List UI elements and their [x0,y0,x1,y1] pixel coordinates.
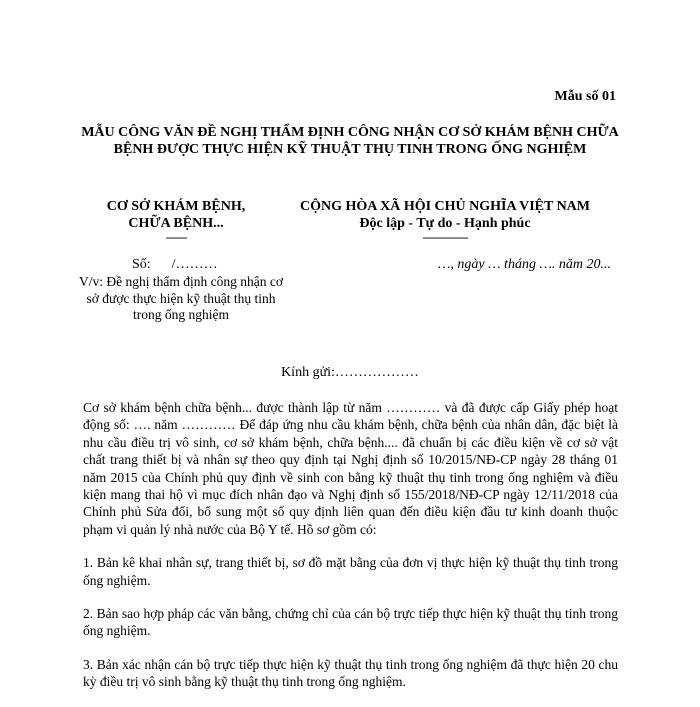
country-name: CỘNG HÒA XÃ HỘI CHỦ NGHĨA VIỆT NAM [299,199,590,214]
organization-line-2: CHỮA BỆNH... [128,216,224,231]
date-line: …, ngày … tháng …. năm 20... [437,257,611,272]
body-paragraph: Cơ sở khám bệnh chữa bệnh... được thành lập từ năm ………… và đã được cấp Giấy phép hoạt động số: …. năm ………… Để đáp ứng nhu cầu khám bệnh, chữa bệnh của nhân dân, đặc biệt là nhu cầu điều trị vô sinh, cơ sở khám bệnh, chữa bệnh.... đã chuẩn bị các điều kiện về cơ sở vật chất trang thiết bị và nhân sự theo quy định tại Nghị định số 10/2015/NĐ-CP ngày 28 tháng 01 năm 2015 của Chính phủ quy định về sinh con bằng kỹ thuật thụ tinh trong ống nghiệm và điều kiện mang thai hộ vì mục đích nhân đạo và Nghị định số 155/2018/NĐ-CP ngày 12/11/2018 của Chính phủ Sửa đổi, bổ sung một số quy định liên quan đến điều kiện đầu tư kinh doanh thuộc phạm vi quản lý nhà nước của Bộ Y tế. Hồ sơ gồm có: [83,400,618,537]
body-paragraph: 3. Bản xác nhận cán bộ trực tiếp thực hiện kỹ thuật thụ tinh trong ống nghiệm đã thực hiện 20 chu kỳ điều trị vô sinh bằng kỹ thuật thụ tinh trong ống nghiệm. [83,656,618,690]
organization-line-1: CƠ SỞ KHÁM BỆNH, [106,199,246,214]
document-number: Số: /……… [132,257,218,272]
issuing-organization [84,198,268,242]
document-body [83,399,618,707]
national-motto [280,198,610,242]
organization-divider: ------- [165,230,187,244]
motto: Độc lập - Tự do - Hạnh phúc [359,216,531,231]
form-number: Mẫu số 01 [554,89,616,104]
greeting: Kính gửi:……………… [281,365,419,380]
subject-line: V/v: Đề nghị thẩm định công nhận cơ sở được thực hiện kỹ thuật thụ tinh trong ống nghiệm [79,274,283,322]
document-title: MẪU CÔNG VĂN ĐỀ NGHỊ THẨM ĐỊNH CÔNG NHẬN CƠ SỞ KHÁM BỆNH CHỮA BỆNH ĐƯỢC THỰC HIỆN KỸ THUẬT THỤ TINH TRONG ỐNG NGHIỆM [81,125,619,157]
motto-divider: --------------- [422,230,468,244]
body-paragraph: 2. Bản sao hợp pháp các văn bằng, chứng chỉ của cán bộ trực tiếp thực hiện kỹ thuật thụ tinh trong ống nghiệm. [83,606,618,639]
body-paragraph: 1. Bản kê khai nhân sự, trang thiết bị, sơ đồ mặt bằng của đơn vị thực hiện kỹ thuật thụ tinh trong ống nghiệm. [83,555,618,588]
